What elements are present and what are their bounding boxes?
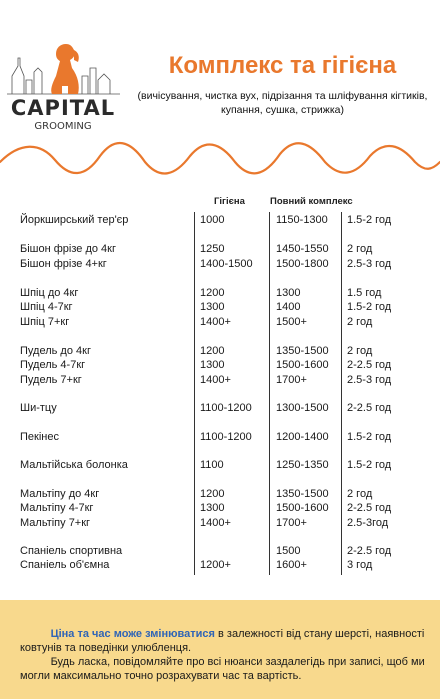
table-row — [0, 559, 440, 575]
hygiene-price: 1400+ — [200, 374, 231, 386]
subtitle-line: (вичісування, чистка вух, підрізання та шліфування кігтиків, — [137, 90, 428, 102]
breed-name: Пудель 4-7кг — [20, 359, 86, 371]
table-row — [0, 459, 440, 475]
hygiene-price: 1000 — [200, 214, 225, 226]
breed-name: Бішон фрізе до 4кг — [20, 243, 116, 255]
duration: 1.5-2 год — [347, 431, 392, 443]
breed-name: Спаніель спортивна — [20, 545, 123, 557]
duration: 1.5-2 год — [347, 214, 392, 226]
breed-name: Мальтіпу до 4кг — [20, 488, 100, 500]
hygiene-price: 1400+ — [200, 316, 231, 328]
duration: 2-2.5 год — [347, 359, 392, 371]
breed-name: Бішон фрізе 4+кг — [20, 258, 107, 270]
duration: 2-2.5 год — [347, 402, 392, 414]
footer-text: Будь ласка, повідомляйте про всі нюанси заздалегідь при записі, щоб ми — [50, 656, 425, 668]
column-header-hygiene: Гігієна — [214, 196, 245, 207]
hygiene-price: 1100-1200 — [200, 431, 252, 443]
hygiene-price: 1300 — [200, 359, 225, 371]
full-price: 1500 — [276, 545, 301, 557]
full-price: 1450-1550 — [276, 243, 329, 255]
table-row — [0, 374, 440, 390]
hygiene-price: 1250 — [200, 243, 225, 255]
hygiene-price: 1300 — [200, 301, 225, 313]
breed-name: Спаніель об'ємна — [20, 559, 110, 571]
full-price: 1500-1600 — [276, 359, 329, 371]
breed-name: Пудель 7+кг — [20, 374, 82, 386]
duration: 2-2.5 год — [347, 545, 392, 557]
breed-name: Шпіц 7+кг — [20, 316, 70, 328]
full-price: 1350-1500 — [276, 345, 329, 357]
breed-name: Мальтійська болонка — [20, 459, 128, 471]
footer-highlight: Ціна та час може змінюватися — [50, 628, 215, 640]
duration: 1.5-2 год — [347, 301, 392, 313]
full-price: 1700+ — [276, 517, 307, 529]
breed-name: Шпіц до 4кг — [20, 287, 79, 299]
full-price: 1400 — [276, 301, 301, 313]
full-price: 1500-1800 — [276, 258, 329, 270]
full-price: 1600+ — [276, 559, 307, 571]
table-row — [0, 243, 440, 259]
hygiene-price: 1200+ — [200, 559, 231, 571]
duration: 2.5-3 год — [347, 258, 392, 270]
breed-name: Йоркширський тер'єр — [20, 214, 129, 226]
duration: 2.5-3год — [347, 517, 389, 529]
hygiene-price: 1400-1500 — [200, 258, 253, 270]
table-row — [0, 402, 440, 418]
table-row — [0, 359, 440, 375]
column-header-full: Повний комплекс — [270, 196, 353, 207]
duration: 1.5-2 год — [347, 459, 392, 471]
page-subtitle — [130, 89, 435, 117]
footer-text: в залежності від стану шерсті, наявності — [214, 628, 425, 640]
full-price: 1300 — [276, 287, 301, 299]
breed-name: Мальтіпу 4-7кг — [20, 502, 94, 514]
duration: 2 год — [347, 488, 373, 500]
duration: 1.5 год — [347, 287, 382, 299]
breed-name: Пекінес — [20, 431, 59, 443]
table-row — [0, 517, 440, 533]
duration: 2 год — [347, 243, 373, 255]
hygiene-price: 1200 — [200, 488, 225, 500]
duration: 2-2.5 год — [347, 502, 392, 514]
full-price: 1250-1350 — [276, 459, 329, 471]
duration: 2.5-3 год — [347, 374, 392, 386]
footer-line — [20, 627, 425, 641]
duration: 3 год — [347, 559, 373, 571]
hygiene-price: 1200 — [200, 287, 225, 299]
table-row — [0, 431, 440, 447]
page-title: Комплекс та гігієна — [168, 52, 397, 79]
duration: 2 год — [347, 316, 373, 328]
table-row — [0, 502, 440, 518]
hygiene-price: 1400+ — [200, 517, 231, 529]
full-price: 1500+ — [276, 316, 307, 328]
brand-subtitle: GROOMING — [34, 121, 92, 132]
full-price: 1700+ — [276, 374, 307, 386]
table-row — [0, 258, 440, 274]
hygiene-price: 1100 — [200, 459, 224, 471]
table-row — [0, 214, 440, 230]
decorative-wave — [0, 132, 440, 182]
table-row — [0, 316, 440, 332]
footer-line: ковтунів та поведінки улюбленця. — [20, 642, 192, 654]
breed-name: Пудель до 4кг — [20, 345, 91, 357]
breed-name: Ши-тцу — [20, 402, 57, 414]
footer-note — [0, 600, 440, 699]
brand-name: CAPITAL — [10, 96, 116, 120]
full-price: 1150-1300 — [276, 214, 328, 226]
table-row — [0, 301, 440, 317]
breed-name: Мальтіпу 7+кг — [20, 517, 91, 529]
breed-name: Шпіц 4-7кг — [20, 301, 73, 313]
full-price: 1350-1500 — [276, 488, 329, 500]
hygiene-price: 1200 — [200, 345, 225, 357]
footer-line — [20, 655, 425, 669]
subtitle-line: купання, сушка, стрижка) — [221, 104, 344, 116]
full-price: 1500-1600 — [276, 502, 329, 514]
duration: 2 год — [347, 345, 373, 357]
hygiene-price: 1100-1200 — [200, 402, 252, 414]
full-price: 1200-1400 — [276, 431, 329, 443]
hygiene-price: 1300 — [200, 502, 225, 514]
footer-line: могли максимально точно розрахувати час та вартість. — [20, 670, 302, 682]
full-price: 1300-1500 — [276, 402, 329, 414]
